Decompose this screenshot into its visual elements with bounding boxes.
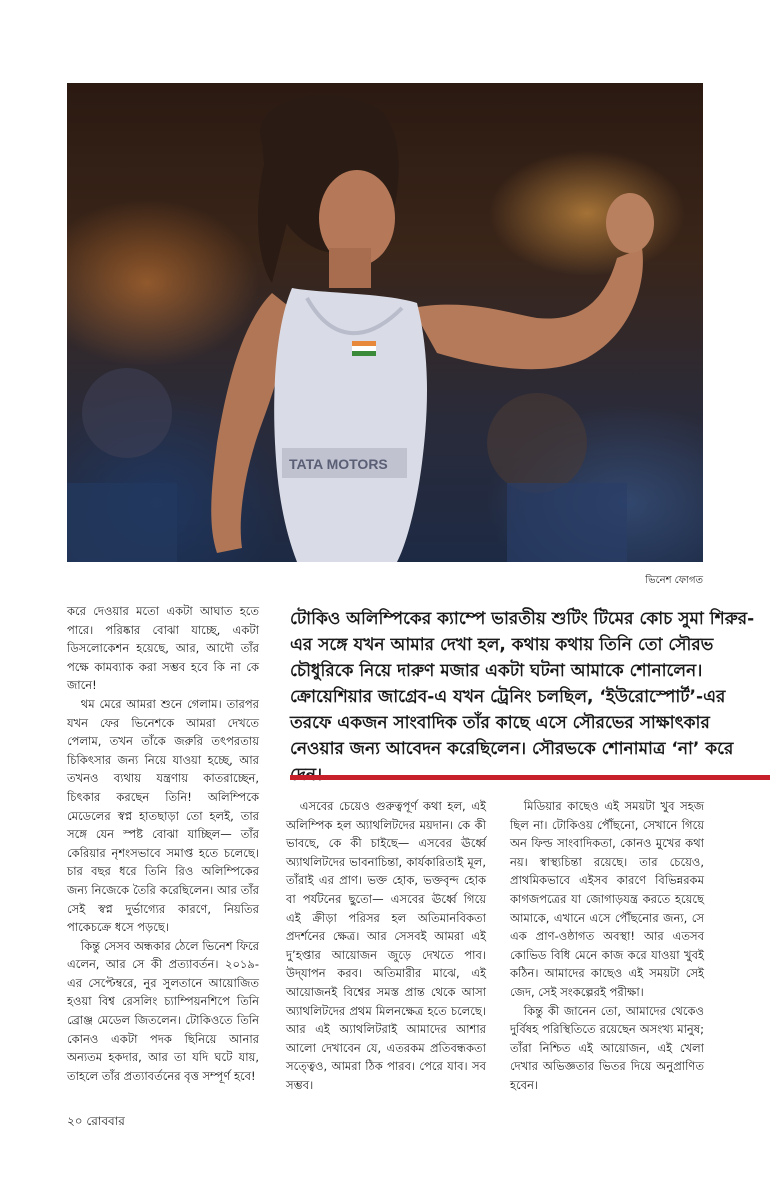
paragraph: এসবের চেয়েও গুরুত্বপূর্ণ কথা হল, এই অলিম্পিক হল অ্যাথলিটদের ময়দান। কে কী ভাবছে, কে কী চাইছে— এসবের ঊর্ধ্বে অ্যাথলিটদের ভাবনাচিন্তা, কার্যকারিতাই মূল, তাঁরাই এর প্রাণ। ভক্ত হোক, ভক্তবৃন্দ হোক বা পর্যটনের ছুতো— এসবের ঊর্ধ্বে গিয়ে এই ক্রীড়া পরিসর হল অতিমানবিকতা প্রদর্শনের ক্ষেত্র। আর সেসবই আমরা এই দু’হপ্তার আয়োজন জুড়ে দেখতে পাব। উদ্‌যাপন করব। অতিমারীর মাঝে, এই আয়োজনই বিশ্বের সমস্ত প্রান্ত থেকে আসা অ্যাথলিটদের প্রথম মিলনক্ষেত্র হতে চলেছে। আর এই অ্যাথলিটরাই আমাদের আশার আলো দেখাবেন যে, এতরকম প্রতিবন্ধকতা সত্ত্বেও, আমরা ঠিক পারব। পেরে যাব। সব সম্ভব। [286, 799, 486, 1092]
wrestler-photo [67, 83, 703, 562]
paragraph: করে দেওয়ার মতো একটা আঘাত হতে পারে। পরিষ্কার বোঝা যাচ্ছে, একটা ডিসলোকেশন হয়েছে, আর, আদৌ তাঁর পক্ষে কামব্যাক করা সম্ভব হবে কি না কে জানে! [67, 604, 259, 693]
photo-caption: ভিনেশ ফোগত [645, 575, 703, 586]
article-column-3 [510, 797, 704, 1095]
page-folio: ২০ রোববার [67, 1114, 125, 1128]
singlet-logo-text: TATA MOTORS [289, 456, 388, 472]
pull-quote: টোকিও অলিম্পিকের ক্যাম্পে ভারতীয় শুটিং টিমের কোচ সুমা শিরুর-এর সঙ্গে যখন আমার দেখা হল, কথায় কথায় তিনি তো সৌরভ চৌধুরিকে নিয়ে দারুণ মজার একটা ঘটনা আমাকে শোনালেন। ক্রোয়েশিয়ার জাগ্রেব-এ যখন ট্রেনিং চলছিল, ‘ইউরোস্পোর্ট’-এর তরফে একজন সাংবাদিক তাঁর কাছে এসে সৌরভের সাক্ষাৎকার নেওয়ার জন্য আবেদন করেছিলেন। সৌরভকে শোনামাত্র ‘না’ করে [290, 609, 755, 759]
pull-quote-rule [290, 775, 770, 780]
article-column-2 [286, 797, 486, 1095]
paragraph: মিডিয়ার কাছেও এই সময়টা খুব সহজ ছিল না। টোকিওয় পৌঁছনো, সেখানে গিয়ে অন ফিল্ড সাংবাদিকতা, কোনও মুখের কথা নয়। স্বাস্থ্যচিন্তা রয়েছে। তার চেয়েও, প্রাথমিকভাবে এইসব কারণে বিভিন্নরকম কাগজপত্রের যা জোগাড়যন্ত্র করতে হয়েছে আমাকে, এখানে এসে পৌঁছনোর জন্য, সে এক প্রাণ-ওষ্ঠাগত অবস্থা! আর এতসব কোভিড বিধি মেনে কাজ করে যাওয়া খুবই কঠিন। আমাদের কাছেও এই সময়টা সেই জেদ, সেই সংকল্পেরই পরীক্ষা। [510, 799, 704, 999]
article-column-1 [67, 602, 259, 1085]
paragraph: কিন্তু কী জানেন তো, আমাদের থেকেও দুর্বিষহ পরিস্থিতিতে রয়েছেন অসংখ্য মানুষ; তাঁরা নিশ্চিত এই আয়োজন, এই খেলা দেখার অভিজ্ঞতার ভিতর দিয়ে অনুপ্রাণিত হবেন। [510, 1003, 704, 1092]
paragraph: থম মেরে আমরা শুনে গেলাম। তারপর যখন ফের ভিনেশকে আমরা দেখতে পেলাম, তখন তাঁকে জরুরি তৎপরতায় চিকিৎসার জন্য নিয়ে যাওয়া হচ্ছে, আর তখনও ব্যথায় যন্ত্রণায় কাতরাচ্ছেন, চিৎকার করছেন তিনি! অলিম্পিকে মেডেলের স্বপ্ন হাতছাড়া তো হলই, তার সঙ্গে যেন স্পষ্ট বোঝা যাচ্ছিল— তাঁর কেরিয়ার নৃশংসভাবে সমাপ্ত হতে চলেছে। চার বছর ধরে তিনি রিও অলিম্পিকের জন্য নিজেকে তৈরি করেছিলেন। আর তাঁর সেই স্বপ্ন দুর্ভাগ্যের কারণে, নিয়তির পাকেচক্রে ধসে পড়ছে। [67, 696, 259, 935]
wrestler-illustration [67, 83, 703, 562]
paragraph: কিন্তু সেসব অন্ধকার ঠেলে ভিনেশ ফিরে এলেন, আর সে কী প্রত্যাবর্তন। ২০১৯-এর সেপ্টেম্বরে, নুর সুলতানে আয়োজিত হওয়া বিশ্ব রেসলিং চ্যাম্পিয়নশিপে তিনি ব্রোঞ্জ মেডেল জিতলেন। টোকিওতে তিনি কোনও একটা পদক ছিনিয়ে আনার অন্যতম হকদার, আর তা যদি ঘটে যায়, তাহলে তাঁর প্রত্যাবর্তনের বৃত্ত সম্পূর্ণ হবে! [67, 938, 259, 1083]
